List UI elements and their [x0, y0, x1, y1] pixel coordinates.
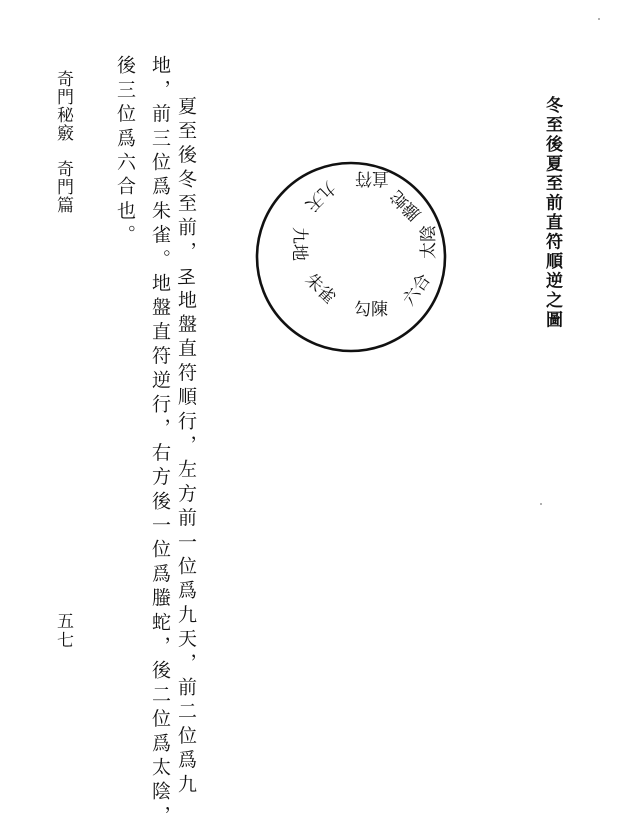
- diagram-circle: [257, 163, 445, 351]
- circle-label-tengshe: 螣蛇: [386, 185, 426, 225]
- circle-label-zhifu: 直符: [355, 168, 389, 188]
- body-text-line-3: 後三位爲六合也。: [114, 55, 136, 249]
- circle-label-jiudi: 九地: [289, 227, 309, 261]
- circle-label-zhuque: 朱雀: [300, 269, 340, 309]
- circle-label-liuhe: 六合: [399, 270, 435, 310]
- book-title-footer: 奇門秘竅 奇門篇: [53, 70, 73, 214]
- body-text-line-2: 地，前三位爲朱雀。地盤直符逆行，右方後一位爲螣蛇，後二位爲太陰，: [149, 55, 171, 829]
- diagram-title: 冬至後夏至前直符順逆之圖: [542, 96, 562, 330]
- circle-label-gouchen: 勾陳: [354, 300, 388, 320]
- page-number: 五七: [53, 612, 73, 650]
- speck-dot: [598, 18, 600, 20]
- circle-label-taiyin: 太陰: [419, 225, 439, 259]
- speck-dot: [540, 503, 542, 505]
- circle-label-jiutian: 九天: [300, 176, 340, 216]
- body-text-line-1: 夏至後冬至前，𢀖地盤直符順行，左方前一位爲九天，前二位爲九: [175, 96, 197, 798]
- direct-symbol-circle-diagram: [254, 160, 448, 354]
